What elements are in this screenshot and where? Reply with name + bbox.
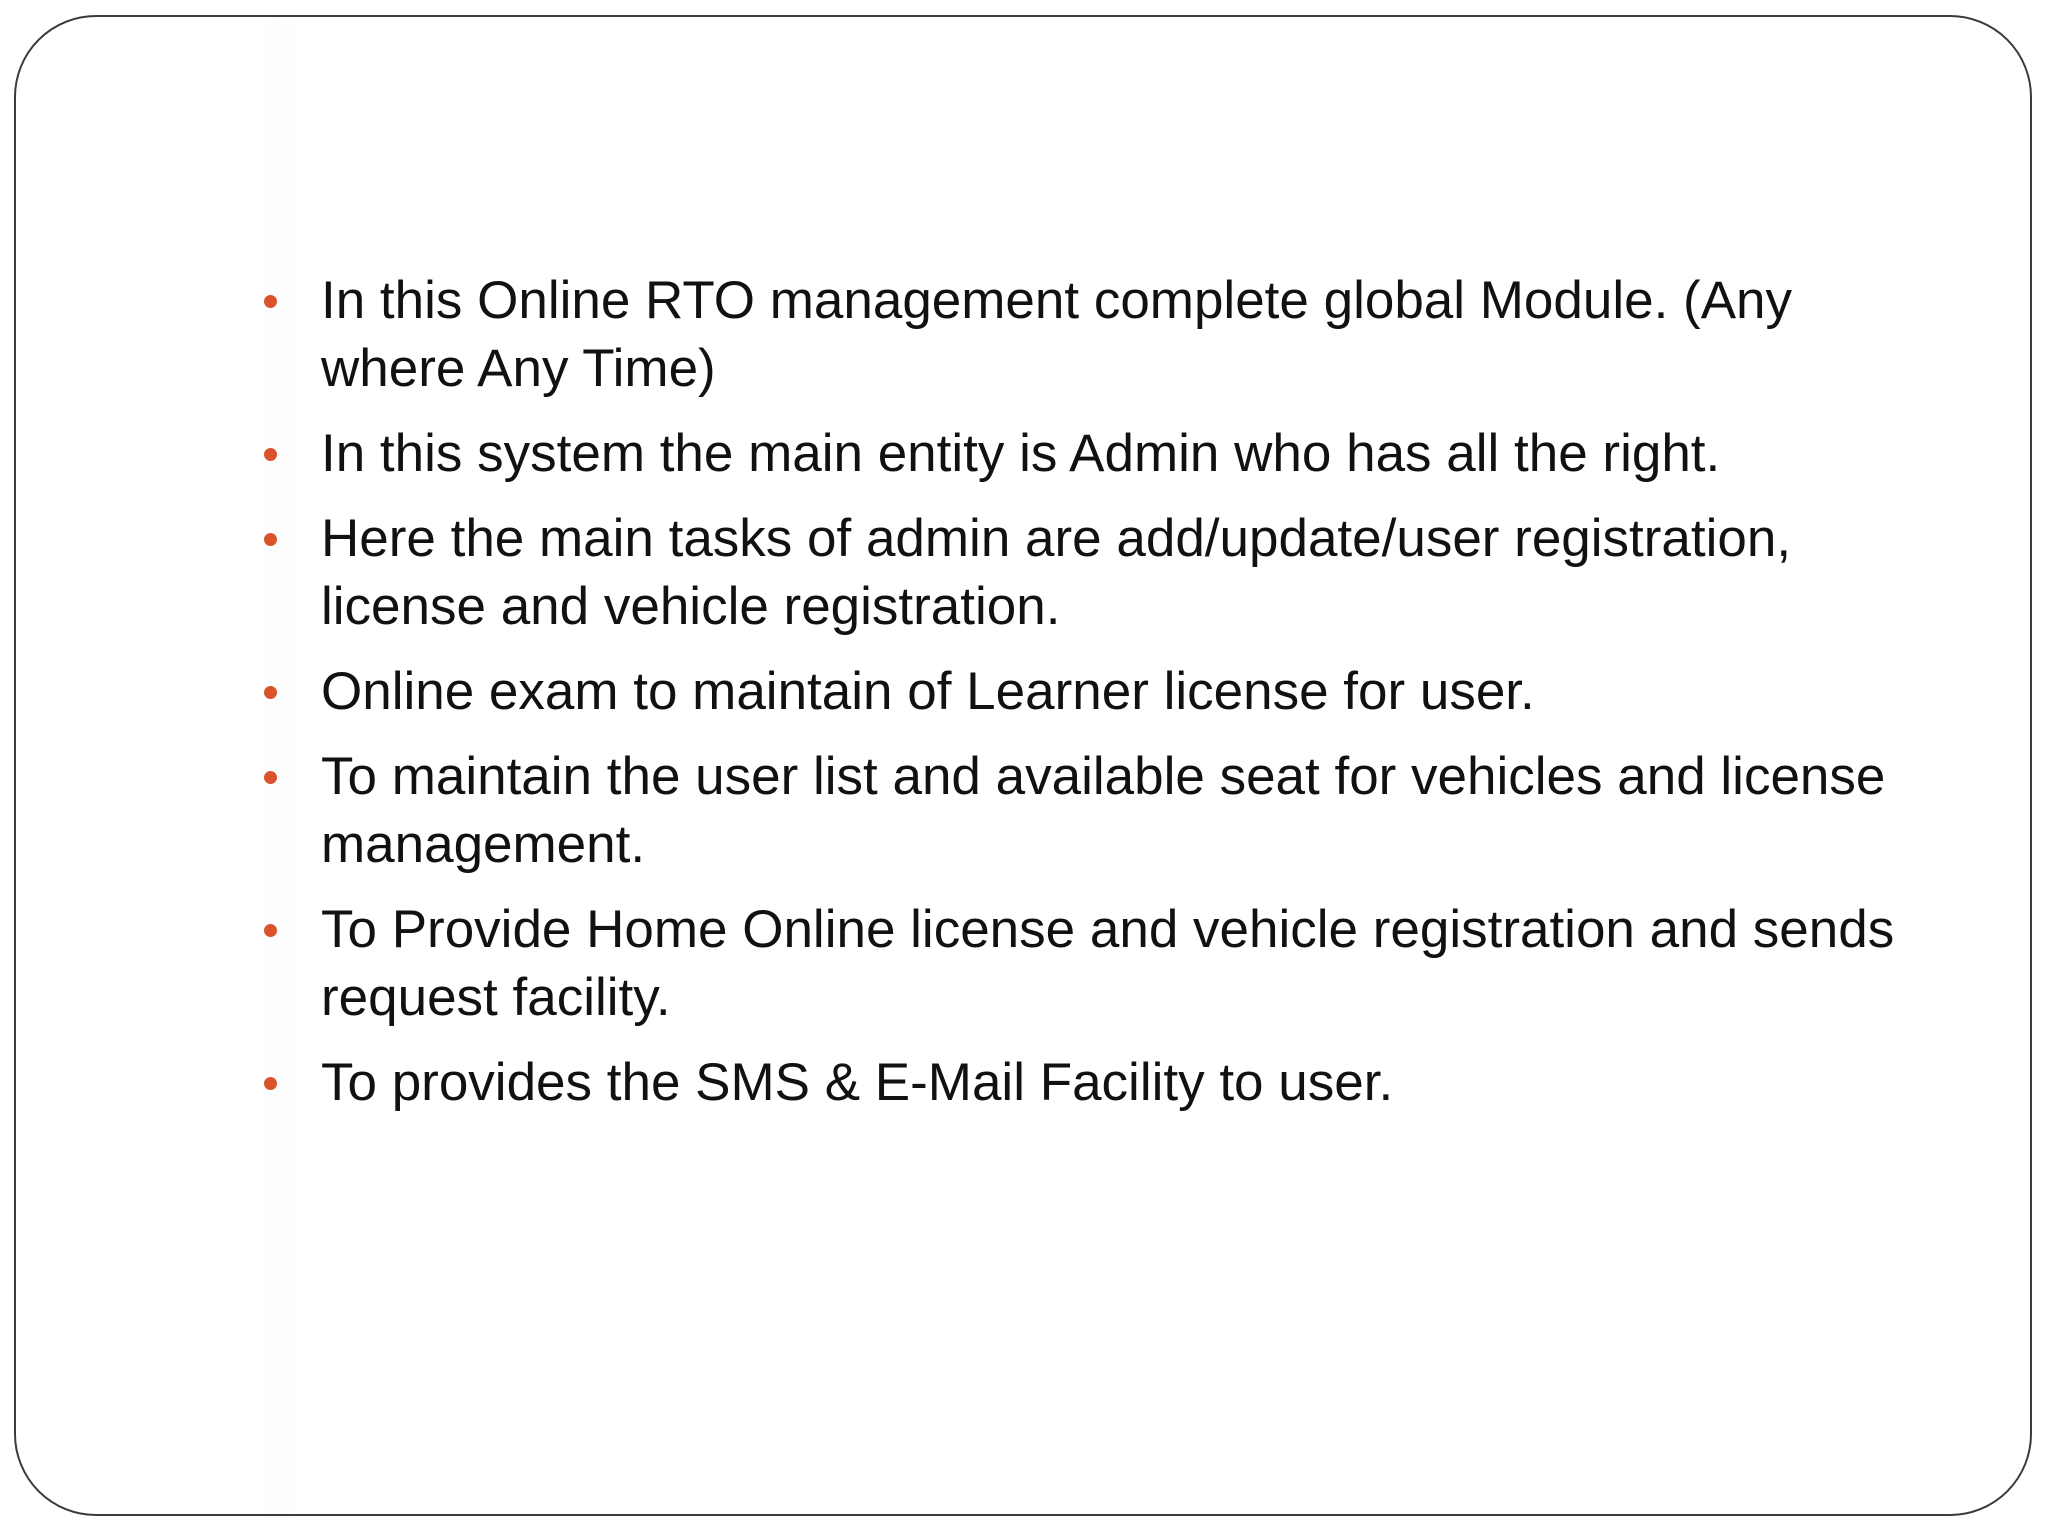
bullet-text: In this Online RTO management complete global Module. (Any where Any Time) bbox=[321, 271, 1793, 398]
bullet-item bbox=[261, 658, 1921, 726]
bullet-text: To Provide Home Online license and vehicle registration and sends request facility. bbox=[321, 900, 1895, 1027]
bullet-text: To provides the SMS & E-Mail Facility to user. bbox=[321, 1053, 1394, 1112]
bullet-text: In this system the main entity is Admin who has all the right. bbox=[321, 424, 1721, 483]
bullet-dot-icon bbox=[264, 533, 277, 546]
bullet-item bbox=[261, 896, 1921, 1032]
bullet-item bbox=[261, 1049, 1921, 1117]
bullet-dot-icon bbox=[264, 1077, 277, 1090]
bullet-item bbox=[261, 267, 1921, 403]
bullet-list bbox=[261, 267, 1921, 1134]
bullet-item bbox=[261, 743, 1921, 879]
bullet-dot-icon bbox=[264, 448, 277, 461]
bullet-item bbox=[261, 420, 1921, 488]
bullet-item bbox=[261, 505, 1921, 641]
bullet-dot-icon bbox=[264, 295, 277, 308]
slide-frame bbox=[14, 15, 2032, 1516]
bullet-text: Online exam to maintain of Learner license for user. bbox=[321, 662, 1535, 721]
bullet-dot-icon bbox=[264, 686, 277, 699]
bullet-text: To maintain the user list and available seat for vehicles and license management. bbox=[321, 747, 1886, 874]
bullet-dot-icon bbox=[264, 771, 277, 784]
bullet-dot-icon bbox=[264, 924, 277, 937]
bullet-text: Here the main tasks of admin are add/update/user registration, license and vehicle registration. bbox=[321, 509, 1792, 636]
